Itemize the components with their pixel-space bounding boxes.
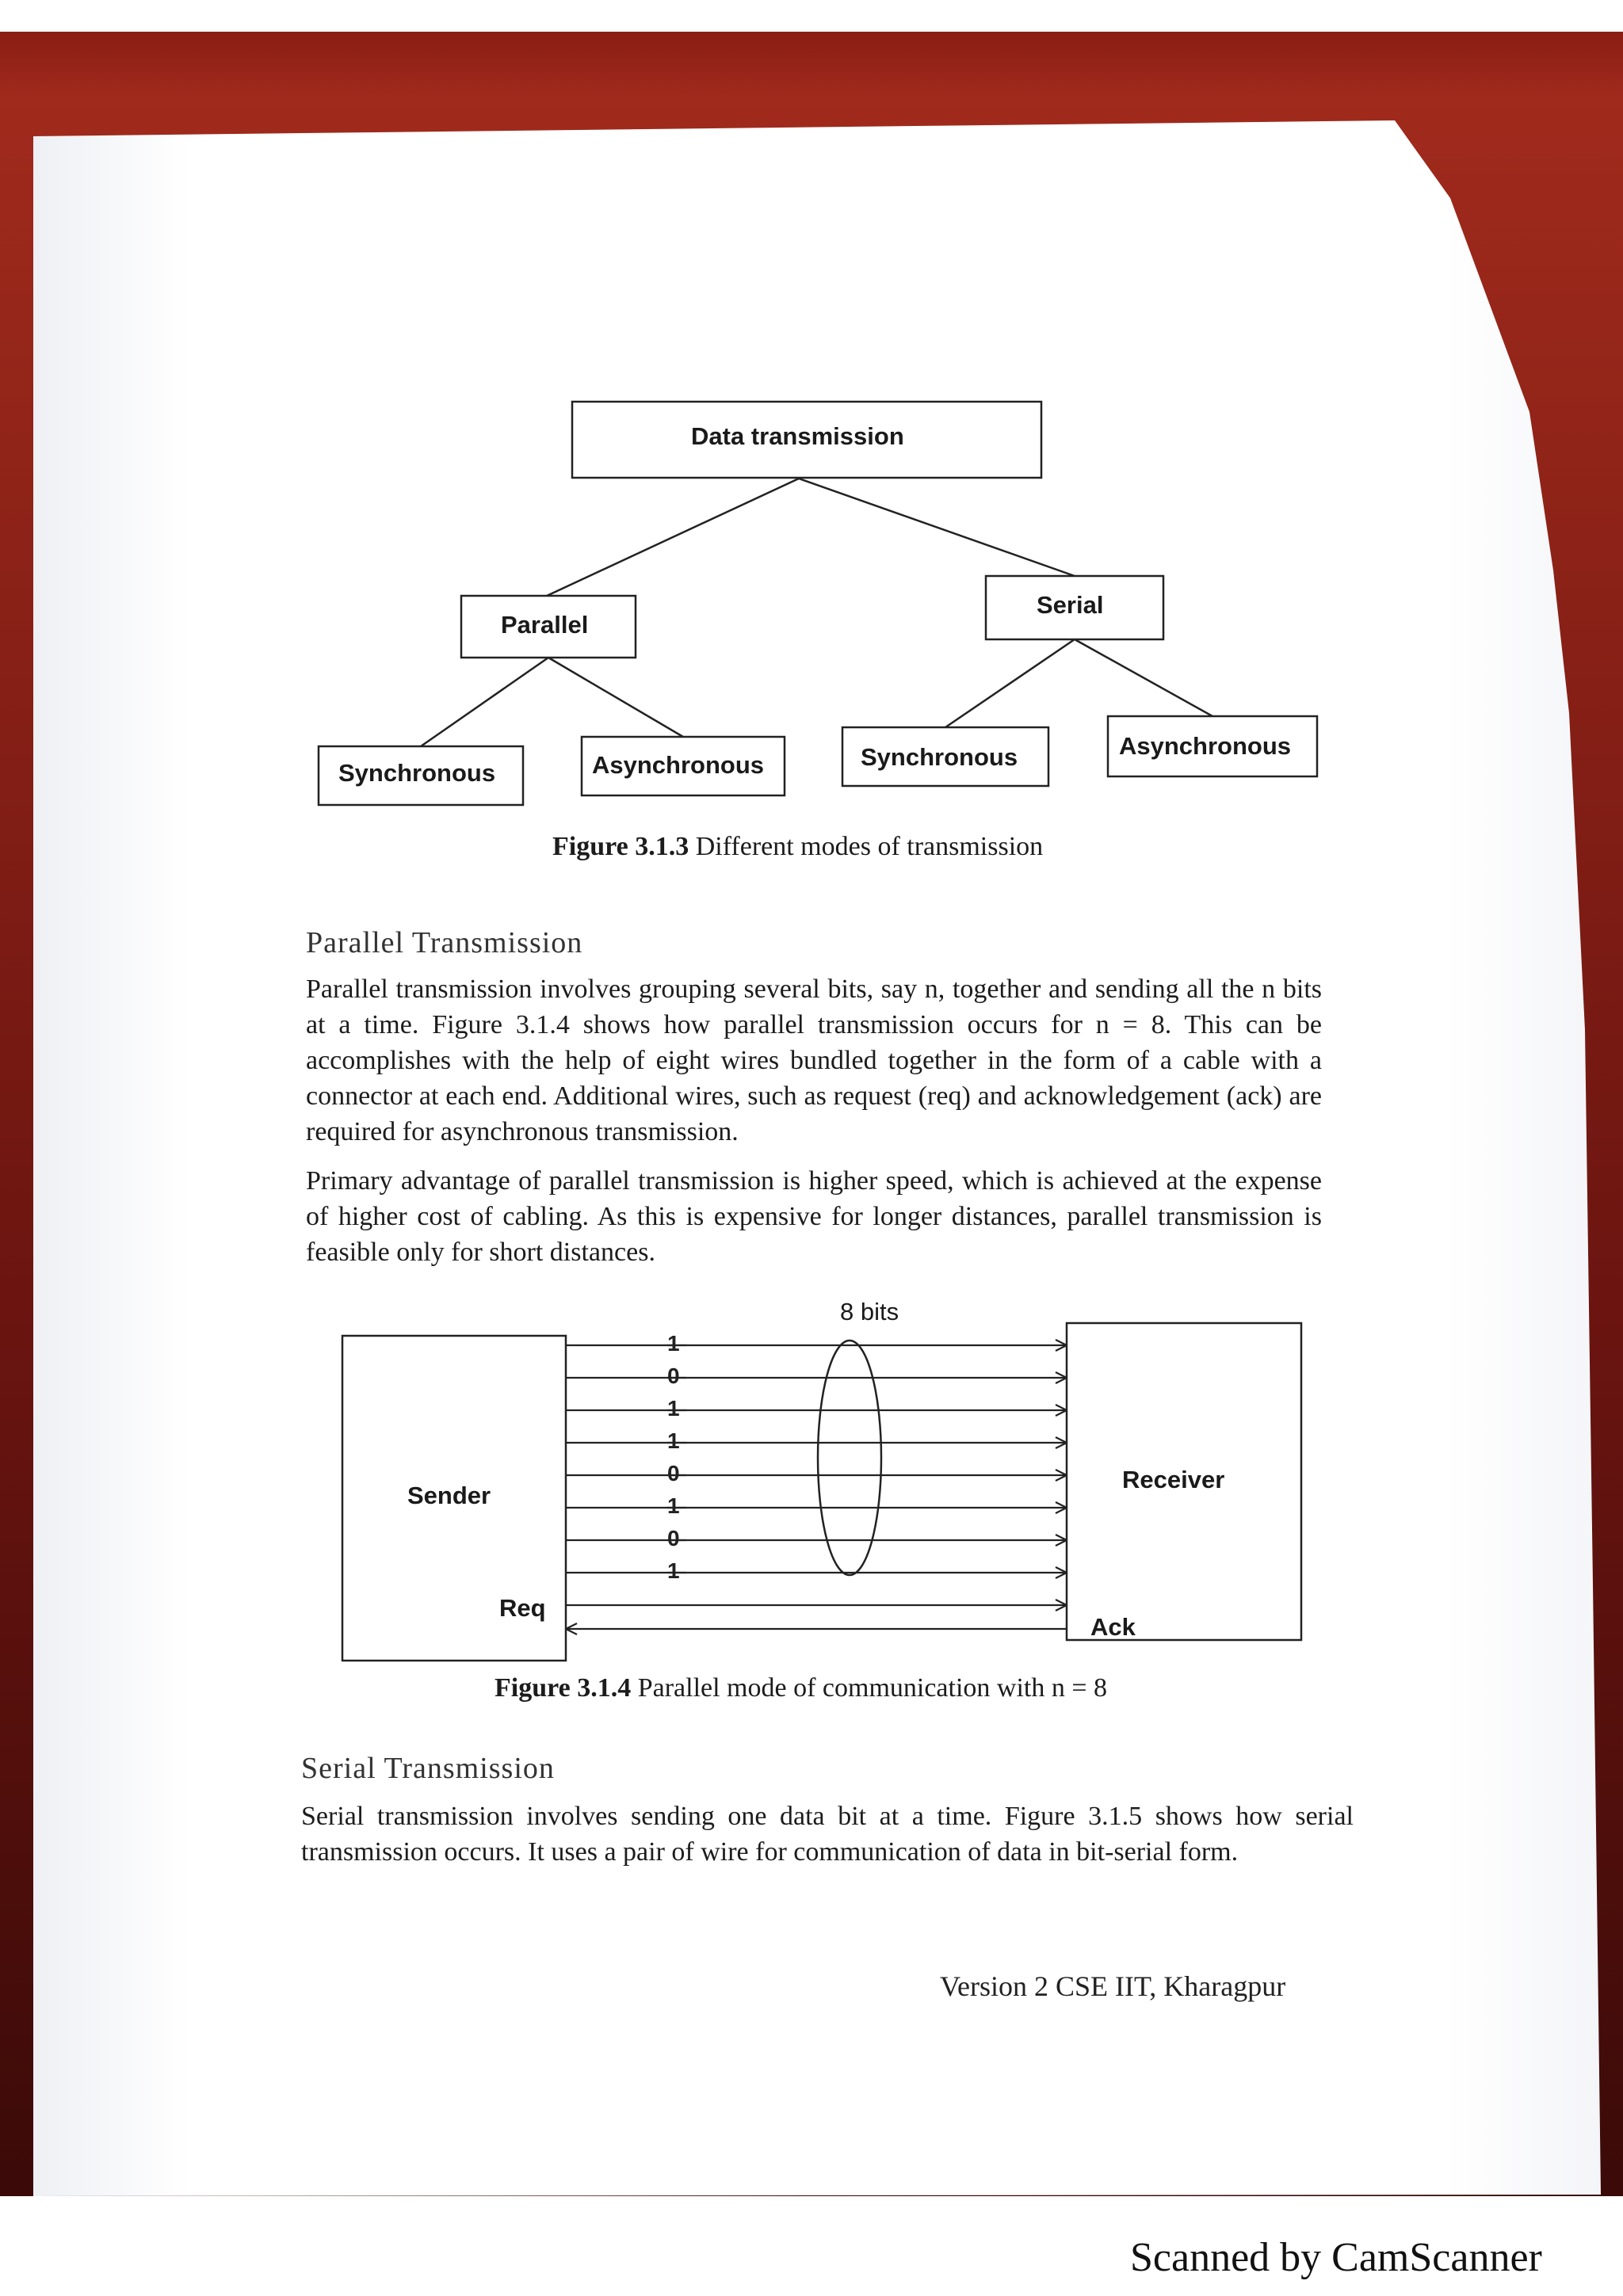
camscanner-watermark: Scanned by CamScanner [1130, 2235, 1542, 2280]
label-serial-async: Asynchronous [1119, 732, 1292, 760]
figure-3-1-3-number: Figure 3.1.3 [552, 832, 689, 861]
bit-4: 1 [667, 1428, 680, 1453]
serial-paragraph-1: Serial transmission involves sending one data bit at a time. Figure 3.1.5 shows how serial transmission occurs. It uses a pair of wire for communication of data in bit-serial form. [301, 1802, 1354, 1867]
edge-serial-async [1075, 639, 1212, 716]
bit-3: 1 [667, 1396, 680, 1421]
figure-3-1-4-caption [495, 1673, 1107, 1703]
label-parallel-sync: Synchronous [338, 759, 496, 787]
bit-7: 0 [667, 1526, 680, 1550]
footer-version: Version 2 CSE IIT, Kharagpur [940, 1970, 1286, 2002]
label-serial: Serial [1037, 591, 1104, 619]
parallel-paragraph-2: Primary advantage of parallel transmission is higher speed, which is achieved at the expense of higher cost of cabling. As this is expensive for longer distances, parallel transmission is feasible only for short distances. [306, 1166, 1322, 1267]
sender-label: Sender [407, 1482, 491, 1509]
bit-2: 0 [667, 1363, 680, 1388]
label-parallel: Parallel [501, 611, 589, 639]
label-parallel-async: Asynchronous [592, 751, 765, 779]
bit-6: 1 [667, 1493, 680, 1518]
label-data-transmission: Data transmission [691, 422, 904, 450]
parallel-heading: Parallel Transmission [306, 926, 583, 959]
serial-heading: Serial Transmission [301, 1752, 555, 1785]
figure-3-1-3-text: Different modes of transmission [689, 832, 1044, 861]
bit-1: 1 [667, 1331, 680, 1356]
figure-3-1-4-text: Parallel mode of communication with n = 8 [631, 1673, 1108, 1703]
parallel-mode-diagram [0, 1268, 1623, 1695]
receiver-label: Receiver [1122, 1466, 1225, 1493]
req-label: Req [499, 1594, 546, 1622]
bit-8: 1 [667, 1558, 680, 1583]
label-serial-sync: Synchronous [861, 743, 1018, 771]
edge-root-parallel [547, 479, 799, 596]
parallel-paragraph-1: Parallel transmission involves grouping several bits, say n, together and sending all the n bits at a time. Figure 3.1.4 shows how parallel transmission occurs for n = 8. This can be accomplishes with the help of eight wires bundled together in the form of a cable with a connector at each end. Additional wires, such as request (req) and acknowledgement (ack) are required for asynchronous transmission. [306, 974, 1322, 1146]
edge-serial-sync [945, 639, 1075, 727]
figure-3-1-4-number: Figure 3.1.4 [495, 1673, 632, 1703]
figure-3-1-3-caption [552, 832, 1043, 862]
bit-5: 0 [667, 1461, 680, 1486]
edge-root-serial [799, 479, 1075, 576]
edge-parallel-sync [421, 658, 548, 746]
ack-label: Ack [1090, 1613, 1136, 1641]
edge-parallel-async [548, 658, 683, 737]
bundle-label: 8 bits [840, 1298, 899, 1325]
